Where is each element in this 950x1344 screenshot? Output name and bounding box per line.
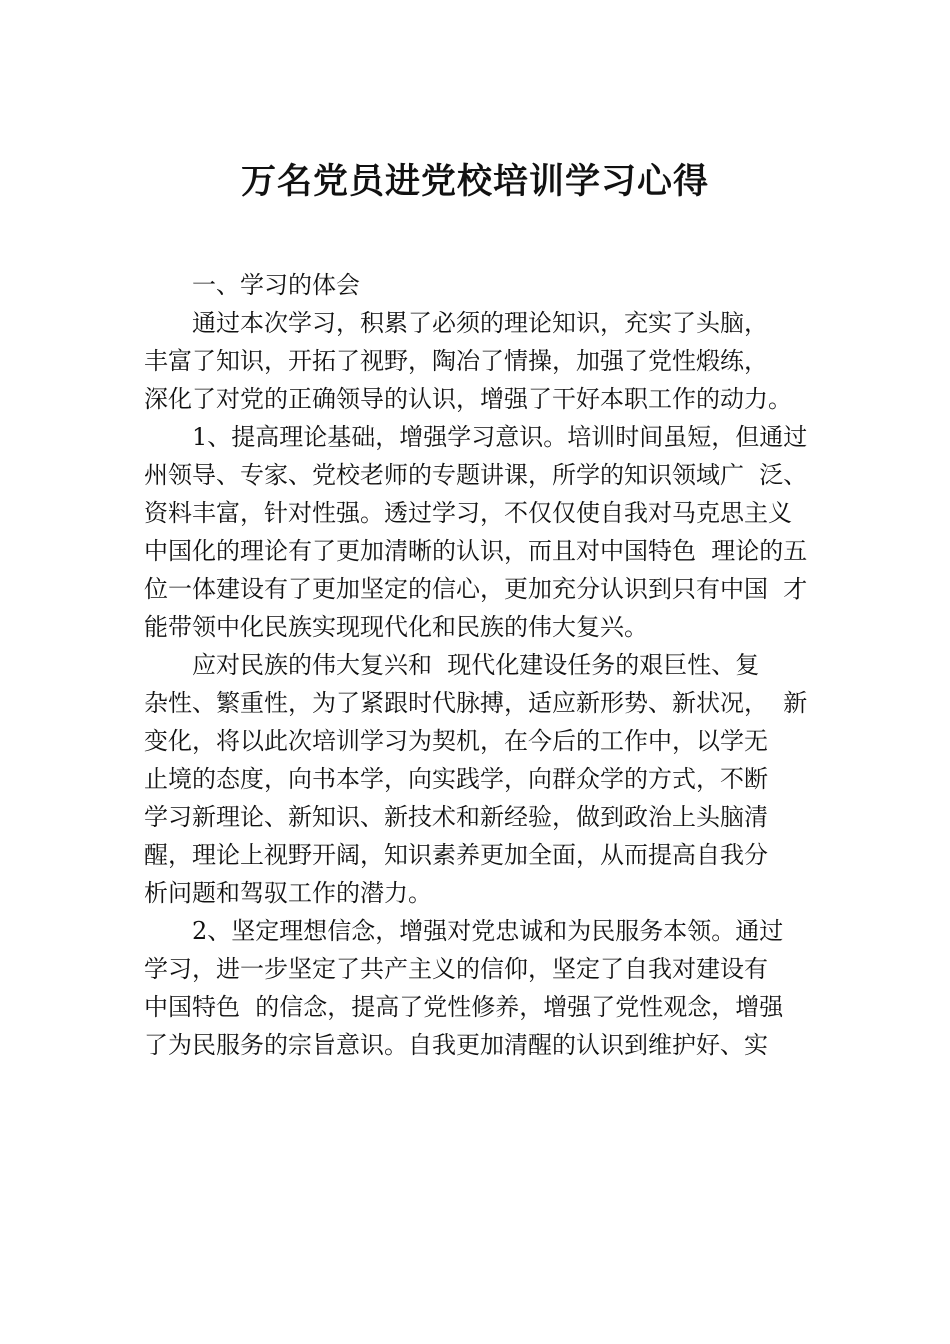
paragraph-line: 析问题和驾驭工作的潜力。 bbox=[144, 879, 432, 907]
paragraph-line: 中国特色 的信念，提高了党性修养，增强了党性观念，增强 bbox=[144, 993, 784, 1021]
paragraph-line: 资料丰富，针对性强。透过学习，不仅仅使自我对马克思主义 bbox=[144, 499, 792, 527]
paragraph-line: 学习新理论、新知识、新技术和新经验，做到政治上头脑清 bbox=[144, 803, 768, 831]
paragraph-line: 醒，理论上视野开阔，知识素养更加全面，从而提高自我分 bbox=[144, 841, 768, 869]
paragraph-line: 了为民服务的宗旨意识。自我更加清醒的认识到维护好、实 bbox=[144, 1031, 768, 1059]
paragraph-line: 2、坚定理想信念，增强对党忠诚和为民服务本领。通过 bbox=[192, 917, 784, 945]
paragraph-line: 位一体建设有了更加坚定的信心，更加充分认识到只有中国 才 bbox=[144, 575, 808, 603]
document-title: 万名党员进党校培训学习心得 bbox=[240, 161, 709, 202]
paragraph-line: 学习，进一步坚定了共产主义的信仰，坚定了自我对建设有 bbox=[144, 955, 768, 983]
paragraph-line: 1、提高理论基础，增强学习意识。培训时间虽短，但通过 bbox=[192, 423, 808, 451]
paragraph-line: 杂性、繁重性，为了紧跟时代脉搏，适应新形势、新状况， 新 bbox=[144, 689, 808, 717]
paragraph-line: 通过本次学习，积累了必须的理论知识，充实了头脑， bbox=[192, 309, 768, 337]
paragraph-line: 州领导、专家、党校老师的专题讲课，所学的知识领域广 泛、 bbox=[144, 461, 808, 489]
paragraph-line: 变化，将以此次培训学习为契机，在今后的工作中，以学无 bbox=[144, 727, 768, 755]
paragraph-line: 丰富了知识，开拓了视野，陶冶了情操，加强了党性煅练， bbox=[144, 347, 768, 375]
paragraph-line: 能带领中化民族实现现代化和民族的伟大复兴。 bbox=[144, 613, 648, 641]
document-body bbox=[144, 266, 812, 1064]
paragraph-line: 应对民族的伟大复兴和 现代化建设任务的艰巨性、复 bbox=[192, 651, 760, 679]
paragraph-line: 止境的态度，向书本学，向实践学，向群众学的方式，不断 bbox=[144, 765, 768, 793]
section-heading: 一、学习的体会 bbox=[192, 271, 360, 299]
paragraph-line: 中国化的理论有了更加清晰的认识，而且对中国特色 理论的五 bbox=[144, 537, 808, 565]
paragraph-line: 深化了对党的正确领导的认识，增强了干好本职工作的动力。 bbox=[144, 385, 792, 413]
